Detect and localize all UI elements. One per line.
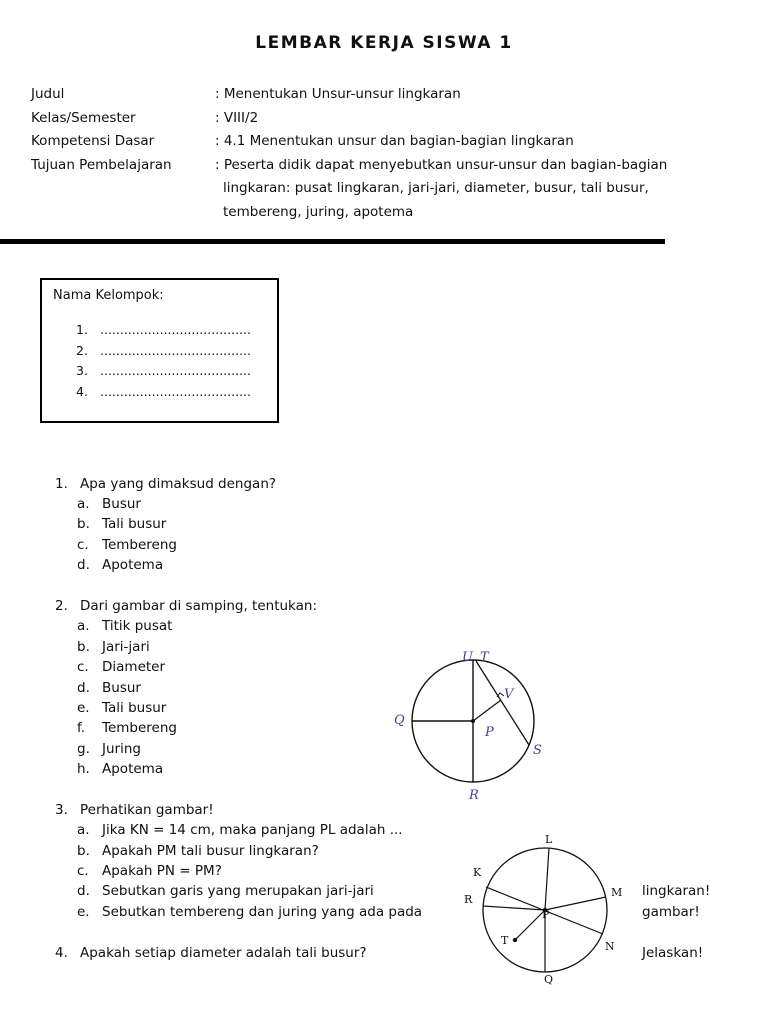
chord-ts (476, 661, 529, 745)
item-text: Sebutkan tembereng dan juring yang ada pada (102, 904, 423, 920)
q2-item (77, 618, 172, 634)
info-value-kompetensi: : 4.1 Menentukan unsur dan bagian-bagian lingkaran (215, 133, 574, 149)
info-value-tujuan: : Peserta didik dapat menyebutkan unsur-unsur dan bagian-bagian (215, 157, 668, 173)
item-letter: d. (77, 557, 90, 573)
q2-item (77, 659, 165, 675)
q3-item (77, 822, 403, 838)
info-value-kelas: : VIII/2 (215, 110, 259, 126)
item-text: Sebutkan garis yang merupakan jari-jari (102, 883, 374, 899)
group-member-line[interactable] (76, 322, 251, 343)
q1-item (77, 537, 177, 553)
item-letter: e. (77, 904, 90, 920)
item-text: Apotema (102, 557, 164, 573)
circle-figure-q2 (388, 645, 558, 805)
worksheet-title: LEMBAR KERJA SISWA 1 (255, 33, 513, 53)
q1-item (77, 516, 166, 532)
q3-item (77, 843, 319, 859)
member-number: 2. (76, 342, 88, 358)
q3-item (77, 904, 422, 920)
group-member-line[interactable] (76, 343, 251, 364)
item-letter: a. (77, 618, 90, 634)
member-number: 4. (76, 383, 88, 399)
header-divider (0, 239, 665, 244)
circle-figure-q3 (460, 830, 635, 990)
question-1 (55, 476, 276, 492)
item-text: Jika KN = 14 cm, maka panjang PL adalah ... (102, 822, 403, 838)
info-label-tujuan: Tujuan Pembelajaran (31, 157, 172, 173)
label-l: L (545, 833, 553, 846)
member-blank: ...................................... (100, 363, 251, 378)
tujuan-continuation-1: lingkaran: pusat lingkaran, jari-jari, diameter, busur, tali busur, (223, 180, 649, 196)
item-text: Tali busur (102, 700, 167, 716)
question-2 (55, 598, 317, 614)
item-text: Busur (102, 496, 141, 512)
label-r: R (464, 893, 473, 906)
item-letter: b. (77, 843, 90, 859)
label-u: U (462, 650, 473, 665)
radius-pl (545, 848, 549, 910)
item-text: Diameter (102, 659, 166, 675)
item-text: Titik pusat (102, 618, 173, 634)
member-number: 1. (76, 322, 88, 337)
group-member-line[interactable] (76, 384, 251, 405)
q2-item (77, 761, 163, 777)
q1-item (77, 496, 141, 512)
q2-item (77, 700, 166, 716)
question-text: Apakah setiap diameter adalah tali busur? (80, 945, 367, 961)
group-member-list (76, 322, 251, 404)
q2-item (77, 741, 141, 757)
label-t: T (501, 934, 509, 947)
question-text: Perhatikan gambar! (80, 802, 214, 818)
radius-pm (545, 897, 606, 910)
item-letter: e. (77, 700, 90, 716)
item-letter: a. (77, 822, 90, 838)
group-name-box (40, 278, 279, 423)
label-n: N (605, 940, 615, 953)
label-m: M (611, 886, 623, 899)
group-member-line[interactable] (76, 363, 251, 384)
question-number: 3. (55, 802, 68, 818)
item-text: Busur (102, 680, 141, 696)
info-value-judul: : Menentukan Unsur-unsur lingkaran (215, 86, 461, 102)
question-text: Apa yang dimaksud dengan? (80, 476, 277, 492)
question-text: Dari gambar di samping, tentukan: (80, 598, 317, 614)
q3-item-e-tail: gambar! (642, 904, 700, 920)
q3-item (77, 863, 222, 879)
tujuan-continuation-2: tembereng, juring, apotema (223, 204, 414, 220)
label-q: Q (544, 973, 554, 986)
item-letter: c. (77, 863, 89, 879)
q2-item (77, 639, 150, 655)
q2-item (77, 680, 141, 696)
label-t: T (480, 650, 489, 665)
item-text: Apakah PM tali busur lingkaran? (102, 843, 319, 859)
label-q: Q (394, 713, 405, 728)
item-letter: c. (77, 659, 89, 675)
item-letter: d. (77, 883, 90, 899)
q2-item (77, 720, 177, 736)
group-box-title: Nama Kelompok: (53, 288, 164, 303)
info-label-kelas: Kelas/Semester (31, 110, 136, 126)
item-letter: b. (77, 516, 90, 532)
member-blank: ...................................... (100, 383, 251, 399)
label-p: P (542, 908, 550, 921)
right-angle-mark (497, 693, 504, 697)
question-number: 1. (55, 476, 68, 492)
label-k: K (473, 866, 482, 879)
label-r: R (469, 788, 479, 803)
item-text: Tembereng (102, 537, 177, 553)
label-s: S (533, 743, 542, 758)
label-v: V (504, 687, 514, 702)
item-letter: c. (77, 537, 89, 553)
center-point (471, 719, 475, 723)
item-letter: d. (77, 680, 90, 696)
item-letter: b. (77, 639, 90, 655)
point-t (513, 938, 517, 942)
info-label-kompetensi: Kompetensi Dasar (31, 133, 155, 149)
label-p: P (485, 725, 494, 740)
item-text: Juring (102, 741, 141, 757)
q3-item-d-tail: lingkaran! (642, 883, 711, 899)
question-4 (55, 945, 367, 961)
question-3 (55, 802, 214, 818)
item-letter: h. (77, 761, 90, 777)
member-blank: ...................................... (100, 322, 251, 337)
item-letter: a. (77, 496, 90, 512)
info-label-judul: Judul (31, 86, 65, 102)
q1-item (77, 557, 163, 573)
q3-item (77, 883, 374, 899)
member-number: 3. (76, 363, 88, 378)
item-text: Tembereng (102, 720, 177, 736)
question-4-tail: Jelaskan! (642, 945, 704, 961)
question-number: 4. (55, 945, 68, 961)
item-letter: g. (77, 741, 90, 757)
apothem-pv (473, 700, 501, 721)
question-number: 2. (55, 598, 68, 614)
item-text: Apakah PN = PM? (102, 863, 222, 879)
item-letter: f. (77, 720, 86, 736)
member-blank: ...................................... (100, 342, 251, 358)
item-text: Apotema (102, 761, 164, 777)
item-text: Tali busur (102, 516, 167, 532)
segment-pt (515, 910, 545, 940)
item-text: Jari-jari (102, 639, 150, 655)
